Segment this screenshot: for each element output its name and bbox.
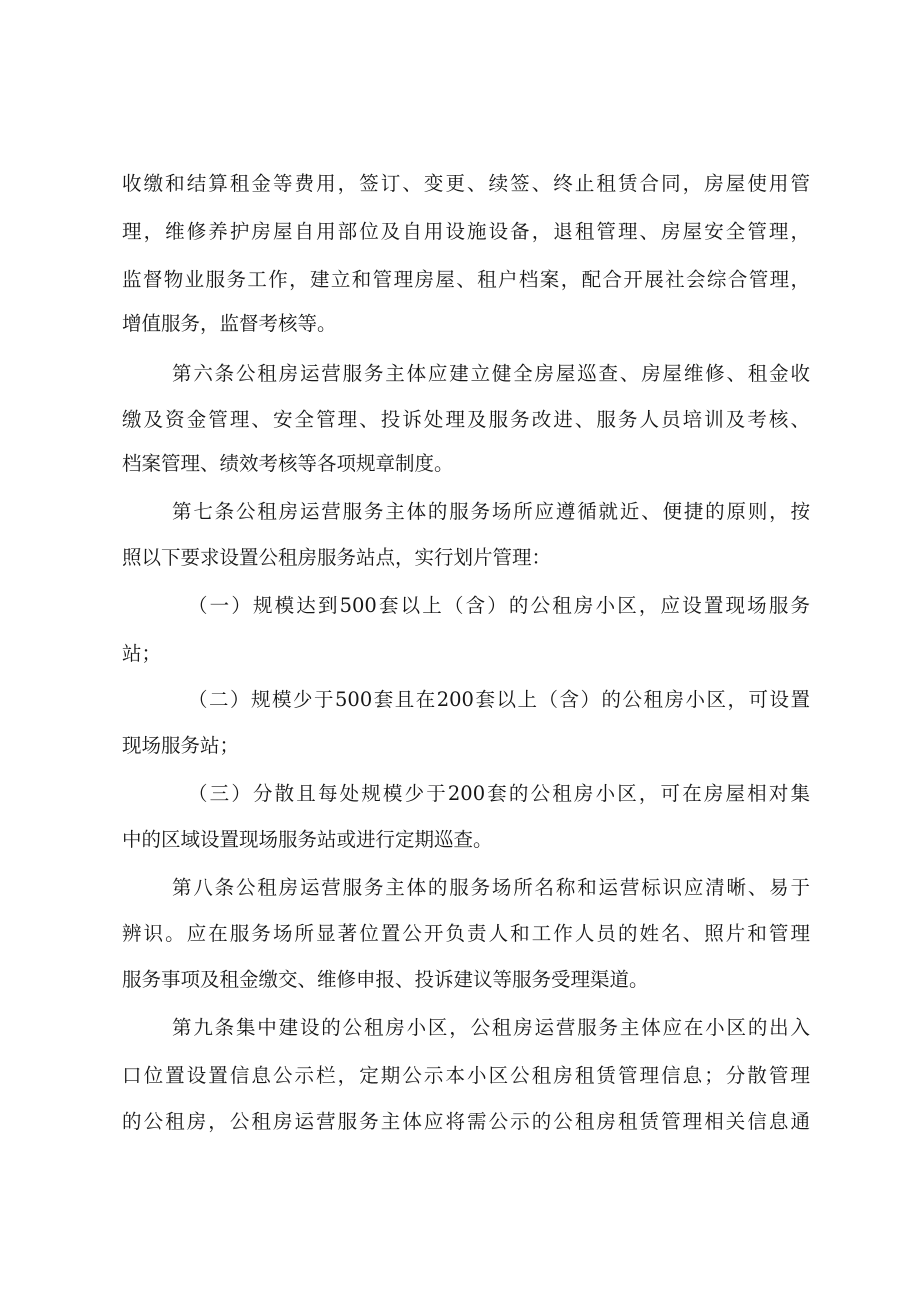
article-9-line: 第九条集中建设的公租房小区，公租房运营服务主体应在小区的出入 bbox=[172, 1016, 810, 1039]
text-line: 中的区域设置现场服务站或进行定期巡查。 bbox=[122, 828, 493, 851]
text-line: 照以下要求设置公租房服务站点，实行划片管理： bbox=[122, 546, 552, 569]
article-6-line: 第六条公租房运营服务主体应建立健全房屋巡查、房屋维修、租金收 bbox=[172, 362, 810, 385]
text-line: 的公租房，公租房运营服务主体应将需公示的公租房租赁管理相关信息通 bbox=[122, 1110, 810, 1133]
text-line: 现场服务站； bbox=[122, 734, 240, 757]
article-7-line: 第七条公租房运营服务主体的服务场所应遵循就近、便捷的原则，按 bbox=[172, 500, 810, 523]
text-line: 口位置设置信息公示栏，定期公示本小区公租房租赁管理信息；分散管理 bbox=[122, 1064, 810, 1087]
text-line: 站； bbox=[122, 642, 162, 665]
text-line: 服务事项及租金缴交、维修申报、投诉建议等服务受理渠道。 bbox=[122, 968, 649, 991]
text-line: 缴及资金管理、安全管理、投诉处理及服务改进、服务人员培训及考核、 bbox=[122, 408, 810, 431]
list-item-1-line: （一）规模达到500套以上（含）的公租房小区，应设置现场服务 bbox=[188, 594, 810, 617]
text-line: 辨识。应在服务场所显著位置公开负责人和工作人员的姓名、照片和管理 bbox=[122, 922, 810, 945]
text-line: 收缴和结算租金等费用，签订、变更、续签、终止租赁合同，房屋使用管 bbox=[122, 172, 810, 195]
list-item-2-line: （二）规模少于500套且在200套以上（含）的公租房小区，可设置 bbox=[188, 688, 810, 711]
article-8-line: 第八条公租房运营服务主体的服务场所名称和运营标识应清晰、易于 bbox=[172, 876, 810, 899]
list-item-3-line: （三）分散且每处规模少于200套的公租房小区，可在房屋相对集 bbox=[188, 782, 810, 805]
text-line: 增值服务，监督考核等。 bbox=[122, 312, 337, 335]
text-line: 档案管理、绩效考核等各项规章制度。 bbox=[122, 452, 454, 475]
text-line: 理，维修养护房屋自用部位及自用设施设备，退租管理、房屋安全管理， bbox=[122, 220, 810, 243]
text-line: 监督物业服务工作，建立和管理房屋、租户档案，配合开展社会综合管理， bbox=[122, 268, 810, 291]
